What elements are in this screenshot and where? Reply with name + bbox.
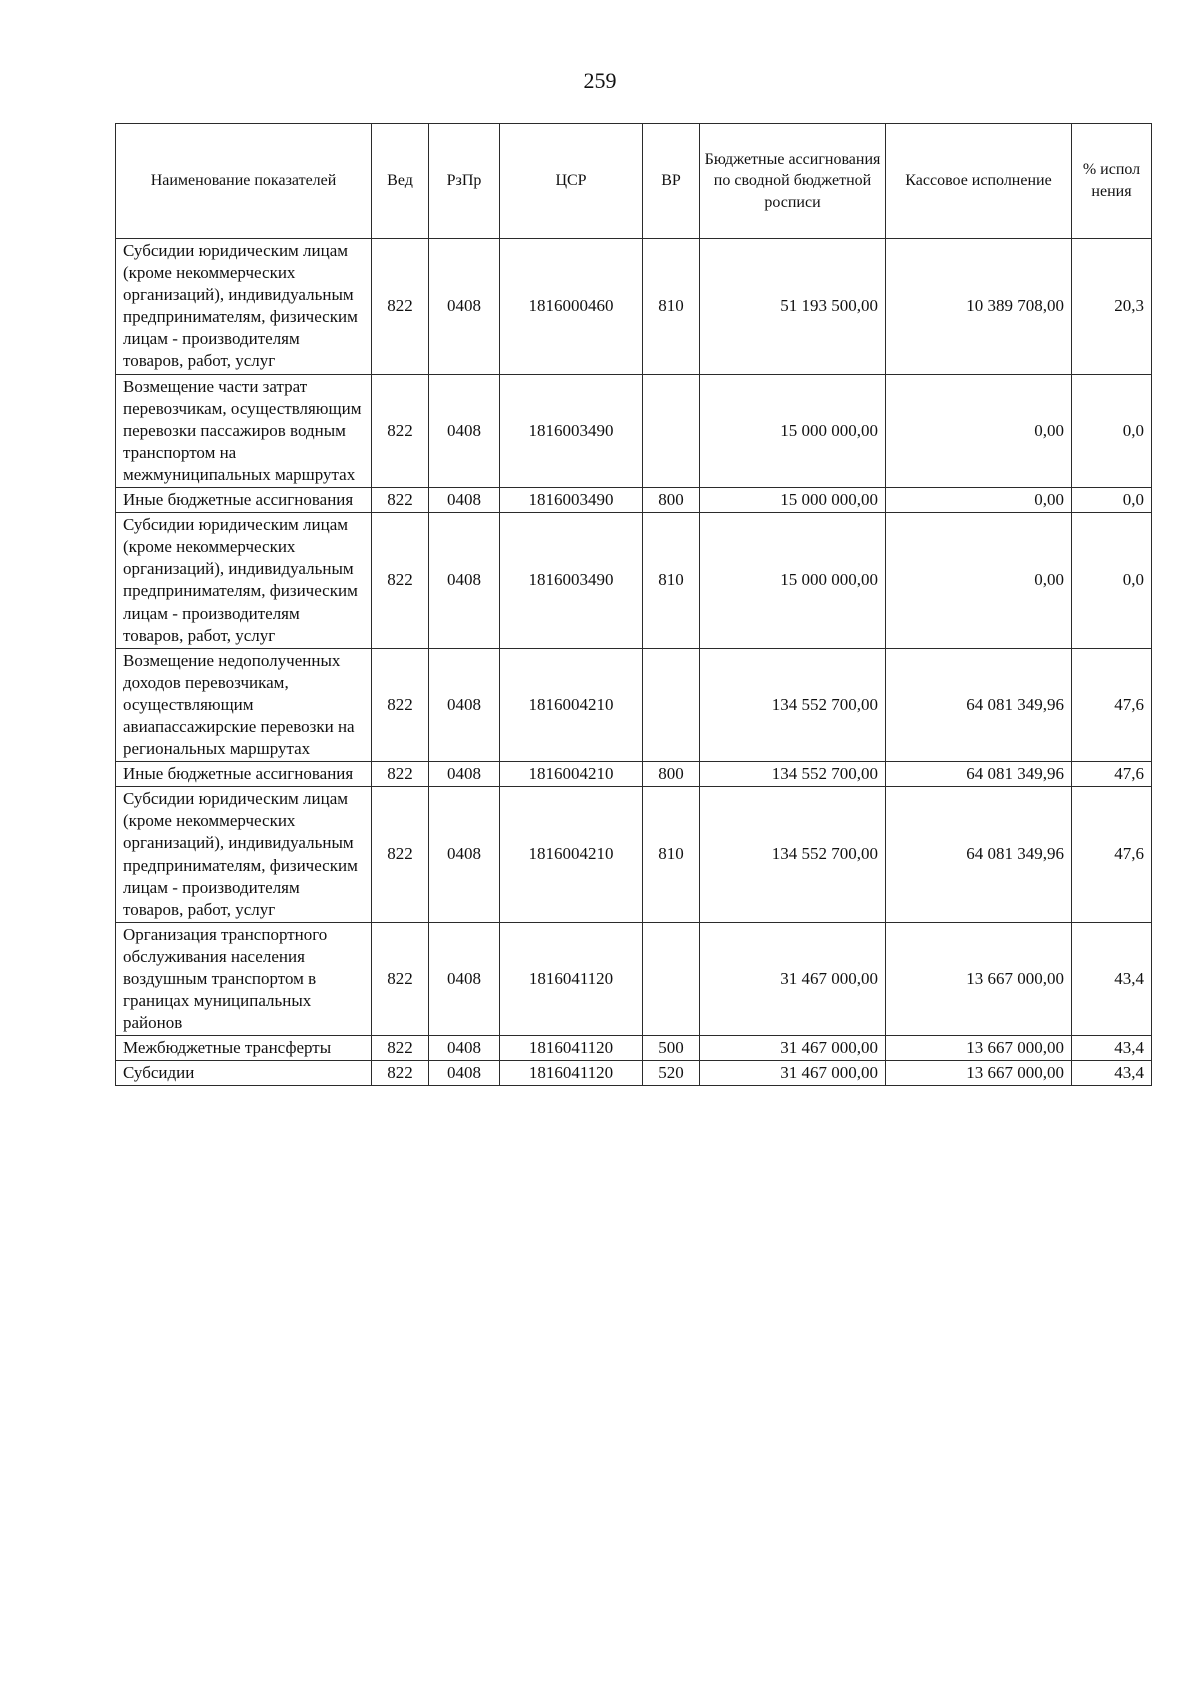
- row-assignments: 51 193 500,00: [700, 239, 886, 375]
- row-assignments: 31 467 000,00: [700, 1061, 886, 1086]
- row-percent: 0,0: [1072, 374, 1152, 487]
- table-row: [116, 648, 1152, 761]
- row-ved: 822: [372, 374, 429, 487]
- row-percent: 0,0: [1072, 513, 1152, 649]
- row-assignments: 31 467 000,00: [700, 922, 886, 1035]
- row-name: Субсидии юридическим лицам (кроме некоммерческих организаций), индивидуальным предпринимателям, физическим лицам - производителям товаров, работ, услуг: [116, 239, 372, 375]
- row-vr: 810: [643, 513, 700, 649]
- row-ved: 822: [372, 1061, 429, 1086]
- row-name: Субсидии: [116, 1061, 372, 1086]
- row-ved: 822: [372, 1036, 429, 1061]
- row-name: Межбюджетные трансферты: [116, 1036, 372, 1061]
- row-vr: 810: [643, 787, 700, 923]
- row-assignments: 134 552 700,00: [700, 762, 886, 787]
- row-assignments: 31 467 000,00: [700, 1036, 886, 1061]
- row-csr: 1816004210: [500, 762, 643, 787]
- row-cash: 13 667 000,00: [886, 922, 1072, 1035]
- row-name: Возмещение части затрат перевозчикам, осуществляющим перевозки пассажиров водным транспортом на межмуниципальных маршрутах: [116, 374, 372, 487]
- table-row: [116, 1036, 1152, 1061]
- header-percent: % испол нения: [1072, 124, 1152, 239]
- row-vr: 500: [643, 1036, 700, 1061]
- row-cash: 0,00: [886, 513, 1072, 649]
- row-name: Субсидии юридическим лицам (кроме некоммерческих организаций), индивидуальным предпринимателям, физическим лицам - производителям товаров, работ, услуг: [116, 787, 372, 923]
- row-ved: 822: [372, 922, 429, 1035]
- row-name: Иные бюджетные ассигнования: [116, 488, 372, 513]
- row-name: Организация транспортного обслуживания населения воздушным транспортом в границах муниципальных районов: [116, 922, 372, 1035]
- row-csr: 1816003490: [500, 513, 643, 649]
- row-assignments: 15 000 000,00: [700, 513, 886, 649]
- row-cash: 64 081 349,96: [886, 762, 1072, 787]
- table-row: [116, 762, 1152, 787]
- table-row: [116, 1061, 1152, 1086]
- row-csr: 1816004210: [500, 648, 643, 761]
- row-rzpr: 0408: [429, 374, 500, 487]
- row-percent: 20,3: [1072, 239, 1152, 375]
- row-name: Возмещение недополученных доходов перевозчикам, осуществляющим авиапассажирские перевозки на региональных маршрутах: [116, 648, 372, 761]
- header-assignments: Бюджетные ассигнования по сводной бюджетной росписи: [700, 124, 886, 239]
- row-cash: 64 081 349,96: [886, 648, 1072, 761]
- row-csr: 1816003490: [500, 488, 643, 513]
- row-assignments: 134 552 700,00: [700, 648, 886, 761]
- row-ved: 822: [372, 762, 429, 787]
- row-cash: 64 081 349,96: [886, 787, 1072, 923]
- row-csr: 1816000460: [500, 239, 643, 375]
- row-percent: 47,6: [1072, 787, 1152, 923]
- row-ved: 822: [372, 239, 429, 375]
- budget-table: [115, 123, 1152, 1086]
- row-vr: [643, 922, 700, 1035]
- table-header-row: [116, 124, 1152, 239]
- row-percent: 43,4: [1072, 1061, 1152, 1086]
- row-rzpr: 0408: [429, 513, 500, 649]
- row-rzpr: 0408: [429, 1036, 500, 1061]
- row-vr: [643, 648, 700, 761]
- row-rzpr: 0408: [429, 488, 500, 513]
- header-vr: ВР: [643, 124, 700, 239]
- row-rzpr: 0408: [429, 787, 500, 923]
- row-cash: 10 389 708,00: [886, 239, 1072, 375]
- row-csr: 1816041120: [500, 1061, 643, 1086]
- header-name: Наименование показателей: [116, 124, 372, 239]
- row-csr: 1816041120: [500, 1036, 643, 1061]
- row-percent: 47,6: [1072, 762, 1152, 787]
- row-rzpr: 0408: [429, 922, 500, 1035]
- table-row: [116, 513, 1152, 649]
- row-assignments: 134 552 700,00: [700, 787, 886, 923]
- row-percent: 47,6: [1072, 648, 1152, 761]
- row-ved: 822: [372, 648, 429, 761]
- row-vr: 800: [643, 488, 700, 513]
- table-row: [116, 787, 1152, 923]
- row-vr: 810: [643, 239, 700, 375]
- table-row: [116, 374, 1152, 487]
- table-row: [116, 922, 1152, 1035]
- header-csr: ЦСР: [500, 124, 643, 239]
- row-ved: 822: [372, 787, 429, 923]
- row-ved: 822: [372, 488, 429, 513]
- row-ved: 822: [372, 513, 429, 649]
- row-csr: 1816041120: [500, 922, 643, 1035]
- page-number: 259: [583, 68, 617, 93]
- row-cash: 0,00: [886, 488, 1072, 513]
- row-csr: 1816003490: [500, 374, 643, 487]
- row-rzpr: 0408: [429, 1061, 500, 1086]
- row-percent: 43,4: [1072, 1036, 1152, 1061]
- row-cash: 0,00: [886, 374, 1072, 487]
- row-cash: 13 667 000,00: [886, 1036, 1072, 1061]
- row-assignments: 15 000 000,00: [700, 374, 886, 487]
- row-rzpr: 0408: [429, 239, 500, 375]
- row-name: Субсидии юридическим лицам (кроме некоммерческих организаций), индивидуальным предпринимателям, физическим лицам - производителям товаров, работ, услуг: [116, 513, 372, 649]
- row-vr: [643, 374, 700, 487]
- row-vr: 800: [643, 762, 700, 787]
- header-ved: Вед: [372, 124, 429, 239]
- row-rzpr: 0408: [429, 648, 500, 761]
- header-rzpr: РзПр: [429, 124, 500, 239]
- row-percent: 43,4: [1072, 922, 1152, 1035]
- table-row: [116, 488, 1152, 513]
- row-percent: 0,0: [1072, 488, 1152, 513]
- row-name: Иные бюджетные ассигнования: [116, 762, 372, 787]
- table-row: [116, 239, 1152, 375]
- row-vr: 520: [643, 1061, 700, 1086]
- row-rzpr: 0408: [429, 762, 500, 787]
- header-cash: Кассовое исполнение: [886, 124, 1072, 239]
- row-cash: 13 667 000,00: [886, 1061, 1072, 1086]
- row-csr: 1816004210: [500, 787, 643, 923]
- row-assignments: 15 000 000,00: [700, 488, 886, 513]
